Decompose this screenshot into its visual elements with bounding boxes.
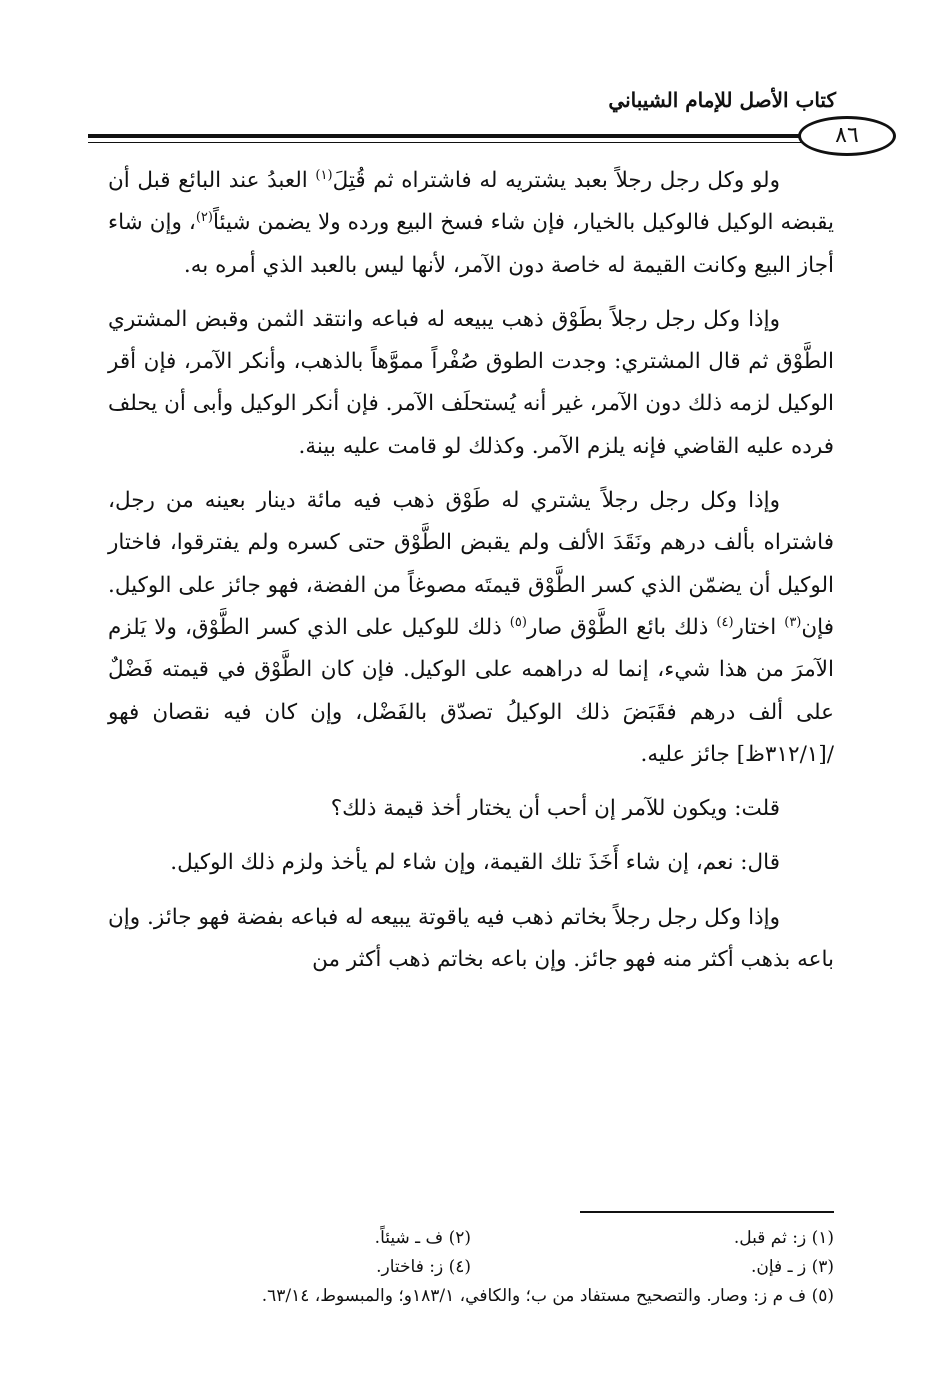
footnote: (٤) ز: فاختار. — [376, 1257, 471, 1277]
paragraph: ولو وكل رجل رجلاً بعبد يشتريه له فاشتراه ثم قُتِلَ$^{(١)}$ العبدُ عند البائع قبل أن يقبضه الوكيل فالوكيل بالخيار، فإن شاء فسخ البيع ورده ولا يضمن شيئاً$^{(٢)}$، وإن شاء أجاز البيع وكانت القيمة له خاصة دون الآمر، لأنها ليس بالعبد الذي أمره به. — [108, 167, 834, 278]
footnote-ref: (٥) — [509, 614, 527, 630]
footnote: (٢) ف ـ شيئاً. — [374, 1228, 471, 1248]
paragraph: وإذا وكل رجل رجلاً بطَوْق ذهب يبيعه له فباعه وانتقد الثمن وقبض المشتري الطَّوْق ثم قال المشتري: وجدت الطوق صُفْراً مموَّهاً بالذهب، وأنكر الآمر، فإن أقر الوكيل لزمه ذلك دون الآمر، غير أنه يُستحلَف الآمر. فإن أنكر الوكيل وأبى أن يحلف فرده عليه القاضي فإنه يلزم الآمر. وكذلك لو قامت عليه بينة. — [108, 306, 834, 459]
paragraph: قلت: ويكون للآمر إن أحب أن يختار أخذ قيمة ذلك؟ — [330, 796, 780, 822]
book-title: كتاب الأصل للإمام الشيباني — [608, 88, 836, 112]
footnote-row — [108, 1224, 834, 1253]
footnote-ref: (٤) — [716, 614, 734, 630]
footnote-ref: (١) — [315, 167, 333, 183]
paragraph: وإذا وكل رجل رجلاً يشتري له طَوْق ذهب فيه مائة دينار بعينه من رجل، فاشتراه بألف درهم ونَقَدَ الألف ولم يقبض الطَّوْق حتى كسره ولم يفترقوا، فاختار الوكيل أن يضمّن الذي كسر الطَّوْق قيمتَه مصوغاً من الفضة، فهو جائز على الوكيل. فإن$^{(٣)}$ اختار$^{(٤)}$ ذلك بائع الطَّوْق صار$^{(٥)}$ ذلك للوكيل على الذي كسر الطَّوْق، ولا يَلزم الآمرَ من هذا شيء، إنما له دراهمه على الوكيل. فإن كان الطَّوْق في قيمته فَضْلٌ على ألف درهم فقَبَضَ ذلك الوكيلُ تصدّق بالفَضْل، وإن كان فيه نقصان فهو /[٣١٢/١ظ] جائز عليه. — [108, 488, 834, 767]
header-rule-thin — [88, 142, 836, 143]
page-number: ٨٦ — [798, 116, 896, 156]
paragraph: قال: نعم، إن شاء أَخَذَ تلك القيمة، وإن شاء لم يأخذ ولزم ذلك الوكيل. — [170, 850, 780, 876]
footnote-ref: (٢) — [195, 210, 213, 226]
paragraph: وإذا وكل رجل رجلاً بخاتم ذهب فيه ياقوتة يبيعه له فباعه بفضة فهو جائز. وإن باعه بذهب أكثر منه فهو جائز. وإن باعه بخاتم ذهب أكثر من — [108, 904, 834, 973]
body-text — [108, 160, 834, 993]
footnote: (٥) ف م ز: وصار. والتصحيح مستفاد من ب؛ والكافي، ١٨٣/١و؛ والمبسوط، ٦٣/١٤. — [261, 1286, 834, 1306]
footnote-ref: (٣) — [784, 614, 802, 630]
footnotes — [108, 1224, 834, 1311]
footnote-row — [108, 1253, 834, 1282]
footnote: (٣) ز ـ فإن. — [750, 1257, 834, 1277]
footnote: (١) ز: ثم قبل. — [733, 1228, 834, 1248]
header-rule — [88, 134, 836, 138]
footnote-separator — [580, 1211, 834, 1213]
